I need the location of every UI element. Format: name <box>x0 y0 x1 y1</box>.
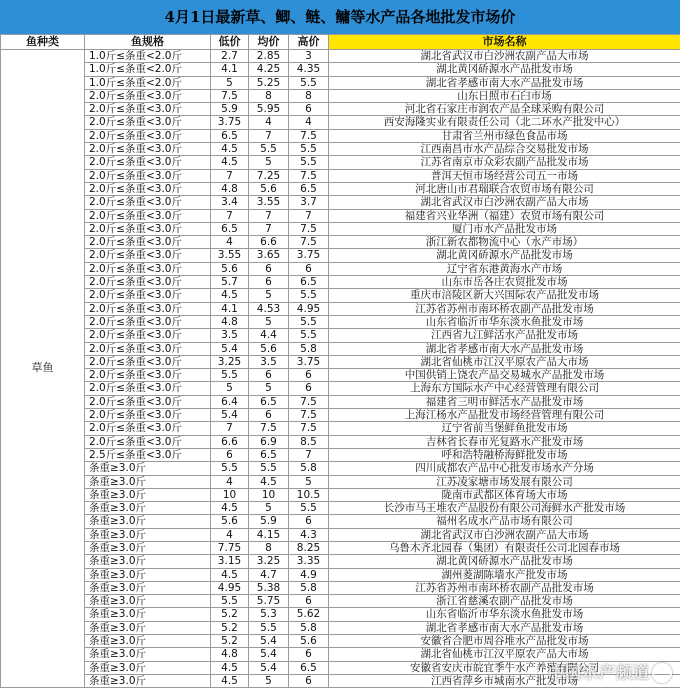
table-row <box>1 555 680 568</box>
grade-cell: 1.0斤≤条重<2.0斤 <box>85 76 211 89</box>
market-name-cell: 江西省九江鲜活水产品批发市场 <box>329 329 680 342</box>
table-row <box>1 395 680 408</box>
avg-price-cell: 5.5 <box>249 462 289 475</box>
market-name-cell: 江苏省南京市众彩农副产品批发市场 <box>329 156 680 169</box>
table-row <box>1 169 680 182</box>
market-name-cell: 湖北省仙桃市江汉平原农产品大市场 <box>329 355 680 368</box>
avg-price-cell: 8 <box>249 541 289 554</box>
market-name-cell: 江西南昌市水产品综合交易批发市场 <box>329 143 680 156</box>
avg-price-cell: 5.4 <box>249 648 289 661</box>
grade-cell: 2.0斤≤条重<3.0斤 <box>85 196 211 209</box>
avg-price-cell: 4.53 <box>249 302 289 315</box>
high-price-cell: 7.5 <box>289 422 329 435</box>
low-price-cell: 4.5 <box>211 568 249 581</box>
market-name-cell: 湖北省武汉市白沙洲农副产品大市场 <box>329 528 680 541</box>
grade-cell: 2.0斤≤条重<3.0斤 <box>85 329 211 342</box>
grade-cell: 条重≥3.0斤 <box>85 621 211 634</box>
low-price-cell: 7.75 <box>211 541 249 554</box>
low-price-cell: 3.4 <box>211 196 249 209</box>
low-price-cell: 4.5 <box>211 502 249 515</box>
grade-cell: 1.0斤≤条重<2.0斤 <box>85 63 211 76</box>
grade-cell: 条重≥3.0斤 <box>85 488 211 501</box>
table-row <box>1 475 680 488</box>
grade-cell: 条重≥3.0斤 <box>85 595 211 608</box>
market-name-cell: 安徽省合肥市周谷堆水产品批发市场 <box>329 635 680 648</box>
grade-cell: 条重≥3.0斤 <box>85 635 211 648</box>
avg-price-cell: 5 <box>249 674 289 687</box>
col-header-market: 市场名称 <box>329 35 680 50</box>
grade-cell: 2.0斤≤条重<3.0斤 <box>85 395 211 408</box>
grade-cell: 2.0斤≤条重<3.0斤 <box>85 422 211 435</box>
low-price-cell: 6.6 <box>211 435 249 448</box>
table-row <box>1 182 680 195</box>
low-price-cell: 3.5 <box>211 329 249 342</box>
table-row <box>1 156 680 169</box>
avg-price-cell: 5.9 <box>249 515 289 528</box>
table-row <box>1 50 680 63</box>
market-name-cell: 江西省萍乡市城南水产批发市场 <box>329 674 680 687</box>
market-name-cell: 长沙市马王堆农产品股份有限公司海鲜水产批发市场 <box>329 502 680 515</box>
grade-cell: 条重≥3.0斤 <box>85 475 211 488</box>
low-price-cell: 4.5 <box>211 674 249 687</box>
avg-price-cell: 4 <box>249 116 289 129</box>
low-price-cell: 3.25 <box>211 355 249 368</box>
avg-price-cell: 3.25 <box>249 555 289 568</box>
table-row <box>1 249 680 262</box>
grade-cell: 条重≥3.0斤 <box>85 648 211 661</box>
high-price-cell: 4.95 <box>289 302 329 315</box>
low-price-cell: 5.2 <box>211 608 249 621</box>
grade-cell: 2.0斤≤条重<3.0斤 <box>85 382 211 395</box>
watermark-logo-icon <box>652 663 672 683</box>
high-price-cell: 7 <box>289 448 329 461</box>
market-name-cell: 厦门市水产品批发市场 <box>329 222 680 235</box>
low-price-cell: 5.6 <box>211 515 249 528</box>
table-row <box>1 209 680 222</box>
low-price-cell: 3.15 <box>211 555 249 568</box>
low-price-cell: 4.1 <box>211 302 249 315</box>
avg-price-cell: 6 <box>249 262 289 275</box>
market-name-cell: 上海东方国际水产中心经营管理有限公司 <box>329 382 680 395</box>
avg-price-cell: 3.5 <box>249 355 289 368</box>
high-price-cell: 8.5 <box>289 435 329 448</box>
grade-cell: 条重≥3.0斤 <box>85 462 211 475</box>
high-price-cell: 5.8 <box>289 621 329 634</box>
avg-price-cell: 5.3 <box>249 608 289 621</box>
species-cell: 草鱼 <box>1 50 85 688</box>
grade-cell: 条重≥3.0斤 <box>85 568 211 581</box>
avg-price-cell: 5 <box>249 315 289 328</box>
grade-cell: 条重≥3.0斤 <box>85 661 211 674</box>
grade-cell: 2.0斤≤条重<3.0斤 <box>85 89 211 102</box>
market-name-cell: 山东省临沂市华东淡水鱼批发市场 <box>329 315 680 328</box>
grade-cell: 2.0斤≤条重<3.0斤 <box>85 182 211 195</box>
table-row <box>1 302 680 315</box>
high-price-cell: 6 <box>289 262 329 275</box>
market-name-cell: 浙江省慈溪农副产品批发市场 <box>329 595 680 608</box>
avg-price-cell: 7.25 <box>249 169 289 182</box>
market-name-cell: 湖北黄冈硚源水产品批发市场 <box>329 249 680 262</box>
table-row <box>1 329 680 342</box>
market-name-cell: 呼和浩特融桥海鲜批发市场 <box>329 448 680 461</box>
table-row <box>1 236 680 249</box>
high-price-cell: 7.5 <box>289 222 329 235</box>
avg-price-cell: 5.5 <box>249 621 289 634</box>
high-price-cell: 7.5 <box>289 395 329 408</box>
avg-price-cell: 5 <box>249 156 289 169</box>
grade-cell: 条重≥3.0斤 <box>85 515 211 528</box>
market-name-cell: 江苏省苏州市南环桥农副产品批发市场 <box>329 581 680 594</box>
grade-cell: 2.0斤≤条重<3.0斤 <box>85 249 211 262</box>
watermark-text: 中国水产频道 <box>547 662 650 682</box>
low-price-cell: 4.95 <box>211 581 249 594</box>
table-row <box>1 276 680 289</box>
low-price-cell: 6 <box>211 448 249 461</box>
table-row <box>1 289 680 302</box>
market-name-cell: 安徽省安庆市皖宜季牛水产养殖有限公司 <box>329 661 680 674</box>
low-price-cell: 6.5 <box>211 222 249 235</box>
table-row <box>1 435 680 448</box>
low-price-cell: 5.5 <box>211 369 249 382</box>
grade-cell: 条重≥3.0斤 <box>85 502 211 515</box>
grade-cell: 2.0斤≤条重<3.0斤 <box>85 289 211 302</box>
avg-price-cell: 2.85 <box>249 50 289 63</box>
grade-cell: 2.5斤≤条重<3.0斤 <box>85 448 211 461</box>
avg-price-cell: 5.25 <box>249 76 289 89</box>
low-price-cell: 10 <box>211 488 249 501</box>
avg-price-cell: 4.25 <box>249 63 289 76</box>
market-name-cell: 辽宁省东港黄海水产市场 <box>329 262 680 275</box>
low-price-cell: 7 <box>211 209 249 222</box>
high-price-cell: 6 <box>289 369 329 382</box>
grade-cell: 2.0斤≤条重<3.0斤 <box>85 262 211 275</box>
avg-price-cell: 7.5 <box>249 422 289 435</box>
market-name-cell: 吉林省长春市光复路水产批发市场 <box>329 435 680 448</box>
grade-cell: 1.0斤≤条重<2.0斤 <box>85 50 211 63</box>
high-price-cell: 5.8 <box>289 581 329 594</box>
high-price-cell: 6 <box>289 595 329 608</box>
table-row <box>1 129 680 142</box>
avg-price-cell: 6.5 <box>249 395 289 408</box>
high-price-cell: 5.8 <box>289 342 329 355</box>
low-price-cell: 6.4 <box>211 395 249 408</box>
price-table <box>0 34 680 688</box>
high-price-cell: 5.6 <box>289 635 329 648</box>
market-name-cell: 上海江杨水产品批发市场经营管理有限公司 <box>329 409 680 422</box>
market-name-cell: 湖北省孝感市南大水产品批发市场 <box>329 342 680 355</box>
table-row <box>1 196 680 209</box>
low-price-cell: 5.9 <box>211 103 249 116</box>
col-header-species: 鱼种类 <box>1 35 85 50</box>
low-price-cell: 5.6 <box>211 262 249 275</box>
table-row <box>1 143 680 156</box>
market-name-cell: 山东日照市石臼市场 <box>329 89 680 102</box>
low-price-cell: 4 <box>211 528 249 541</box>
market-name-cell: 辽宁省前当堡鲜鱼批发市场 <box>329 422 680 435</box>
low-price-cell: 5.2 <box>211 635 249 648</box>
high-price-cell: 6 <box>289 674 329 687</box>
grade-cell: 条重≥3.0斤 <box>85 674 211 687</box>
grade-cell: 2.0斤≤条重<3.0斤 <box>85 116 211 129</box>
grade-cell: 条重≥3.0斤 <box>85 528 211 541</box>
grade-cell: 条重≥3.0斤 <box>85 581 211 594</box>
low-price-cell: 2.7 <box>211 50 249 63</box>
low-price-cell: 4.5 <box>211 156 249 169</box>
grade-cell: 2.0斤≤条重<3.0斤 <box>85 369 211 382</box>
low-price-cell: 4.8 <box>211 648 249 661</box>
avg-price-cell: 5.4 <box>249 661 289 674</box>
watermark <box>548 660 672 684</box>
high-price-cell: 3 <box>289 50 329 63</box>
high-price-cell: 5.5 <box>289 315 329 328</box>
low-price-cell: 5 <box>211 76 249 89</box>
avg-price-cell: 5.5 <box>249 143 289 156</box>
low-price-cell: 3.75 <box>211 116 249 129</box>
avg-price-cell: 6 <box>249 409 289 422</box>
avg-price-cell: 4.5 <box>249 475 289 488</box>
avg-price-cell: 6 <box>249 276 289 289</box>
high-price-cell: 7 <box>289 209 329 222</box>
avg-price-cell: 3.55 <box>249 196 289 209</box>
high-price-cell: 6.5 <box>289 661 329 674</box>
market-name-cell: 中国供销上饶农产品交易城水产品批发市场 <box>329 369 680 382</box>
table-row <box>1 222 680 235</box>
high-price-cell: 6 <box>289 382 329 395</box>
high-price-cell: 8 <box>289 89 329 102</box>
grade-cell: 2.0斤≤条重<3.0斤 <box>85 276 211 289</box>
market-name-cell: 江苏凌家塘市场发展有限公司 <box>329 475 680 488</box>
table-row <box>1 488 680 501</box>
table-row <box>1 89 680 102</box>
table-row <box>1 262 680 275</box>
market-name-cell: 重庆市涪陵区新大兴国际农产品批发市场 <box>329 289 680 302</box>
grade-cell: 2.0斤≤条重<3.0斤 <box>85 129 211 142</box>
table-row <box>1 608 680 621</box>
avg-price-cell: 4.15 <box>249 528 289 541</box>
avg-price-cell: 5 <box>249 289 289 302</box>
high-price-cell: 4.9 <box>289 568 329 581</box>
avg-price-cell: 5 <box>249 502 289 515</box>
avg-price-cell: 5.4 <box>249 635 289 648</box>
avg-price-cell: 5.6 <box>249 342 289 355</box>
avg-price-cell: 5.6 <box>249 182 289 195</box>
table-row <box>1 76 680 89</box>
table-row <box>1 382 680 395</box>
avg-price-cell: 5.75 <box>249 595 289 608</box>
table-header <box>1 35 680 50</box>
market-name-cell: 湖北黄冈硚源水产品批发市场 <box>329 63 680 76</box>
avg-price-cell: 5.38 <box>249 581 289 594</box>
avg-price-cell: 4.7 <box>249 568 289 581</box>
market-name-cell: 湖州菱湖陈墙水产批发市场 <box>329 568 680 581</box>
grade-cell: 2.0斤≤条重<3.0斤 <box>85 103 211 116</box>
market-name-cell: 西安海隆实业有限责任公司（北二环水产批发中心） <box>329 116 680 129</box>
table-row <box>1 342 680 355</box>
grade-cell: 2.0斤≤条重<3.0斤 <box>85 209 211 222</box>
table-row <box>1 515 680 528</box>
low-price-cell: 4.8 <box>211 182 249 195</box>
market-name-cell: 湖北省武汉市白沙洲农副产品大市场 <box>329 196 680 209</box>
high-price-cell: 7.5 <box>289 409 329 422</box>
high-price-cell: 8.25 <box>289 541 329 554</box>
table-row <box>1 63 680 76</box>
table-row <box>1 568 680 581</box>
table-row <box>1 595 680 608</box>
low-price-cell: 5.5 <box>211 595 249 608</box>
table-row <box>1 462 680 475</box>
market-name-cell: 甘肃省兰州市绿色食品市场 <box>329 129 680 142</box>
avg-price-cell: 7 <box>249 209 289 222</box>
col-header-high: 高价 <box>289 35 329 50</box>
low-price-cell: 5.5 <box>211 462 249 475</box>
avg-price-cell: 6 <box>249 369 289 382</box>
high-price-cell: 3.7 <box>289 196 329 209</box>
table-row <box>1 409 680 422</box>
table-row <box>1 635 680 648</box>
market-name-cell: 江苏省苏州市南环桥农副产品批发市场 <box>329 302 680 315</box>
grade-cell: 2.0斤≤条重<3.0斤 <box>85 169 211 182</box>
avg-price-cell: 7 <box>249 129 289 142</box>
table-row <box>1 369 680 382</box>
market-name-cell: 普洱天恒市场经营公司五一市场 <box>329 169 680 182</box>
low-price-cell: 4.1 <box>211 63 249 76</box>
low-price-cell: 4.5 <box>211 289 249 302</box>
grade-cell: 2.0斤≤条重<3.0斤 <box>85 409 211 422</box>
avg-price-cell: 8 <box>249 89 289 102</box>
grade-cell: 2.0斤≤条重<3.0斤 <box>85 302 211 315</box>
grade-cell: 条重≥3.0斤 <box>85 608 211 621</box>
market-name-cell: 河北唐山市君瑞联合农贸市场有限公司 <box>329 182 680 195</box>
high-price-cell: 3.75 <box>289 355 329 368</box>
table-row <box>1 422 680 435</box>
low-price-cell: 7.5 <box>211 89 249 102</box>
market-name-cell: 河北省石家庄市润农产品全球采购有限公司 <box>329 103 680 116</box>
low-price-cell: 6.5 <box>211 129 249 142</box>
page-title: 4月1日最新草、鲫、鲢、鳙等水产品各地批发市场价 <box>0 0 680 34</box>
table-row <box>1 621 680 634</box>
high-price-cell: 3.75 <box>289 249 329 262</box>
avg-price-cell: 5.95 <box>249 103 289 116</box>
low-price-cell: 5.2 <box>211 621 249 634</box>
low-price-cell: 4 <box>211 236 249 249</box>
market-name-cell: 湖北省武汉市白沙洲农副产品大市场 <box>329 50 680 63</box>
high-price-cell: 4.35 <box>289 63 329 76</box>
grade-cell: 2.0斤≤条重<3.0斤 <box>85 236 211 249</box>
grade-cell: 2.0斤≤条重<3.0斤 <box>85 342 211 355</box>
grade-cell: 2.0斤≤条重<3.0斤 <box>85 156 211 169</box>
high-price-cell: 3.35 <box>289 555 329 568</box>
table-row <box>1 355 680 368</box>
high-price-cell: 5.5 <box>289 329 329 342</box>
table-body <box>1 50 680 688</box>
low-price-cell: 5.7 <box>211 276 249 289</box>
table-row <box>1 315 680 328</box>
avg-price-cell: 7 <box>249 222 289 235</box>
high-price-cell: 6 <box>289 103 329 116</box>
high-price-cell: 7.5 <box>289 129 329 142</box>
table-row <box>1 502 680 515</box>
high-price-cell: 5.62 <box>289 608 329 621</box>
market-name-cell: 山东省临沂市华东淡水鱼批发市场 <box>329 608 680 621</box>
table-row <box>1 528 680 541</box>
col-header-low: 低价 <box>211 35 249 50</box>
low-price-cell: 7 <box>211 422 249 435</box>
market-name-cell: 山东市岳各庄农贸批发市场 <box>329 276 680 289</box>
low-price-cell: 3.55 <box>211 249 249 262</box>
low-price-cell: 5.4 <box>211 409 249 422</box>
table-row <box>1 103 680 116</box>
high-price-cell: 4.3 <box>289 528 329 541</box>
grade-cell: 2.0斤≤条重<3.0斤 <box>85 355 211 368</box>
market-name-cell: 福建省兴业华洲（福建）农贸市场有限公司 <box>329 209 680 222</box>
high-price-cell: 5.5 <box>289 143 329 156</box>
col-header-avg: 均价 <box>249 35 289 50</box>
high-price-cell: 6.5 <box>289 276 329 289</box>
low-price-cell: 5.4 <box>211 342 249 355</box>
grade-cell: 2.0斤≤条重<3.0斤 <box>85 315 211 328</box>
low-price-cell: 4.5 <box>211 143 249 156</box>
high-price-cell: 6 <box>289 648 329 661</box>
high-price-cell: 5.5 <box>289 502 329 515</box>
market-name-cell: 四川成都农产品中心批发市场水产分场 <box>329 462 680 475</box>
table-row <box>1 116 680 129</box>
grade-cell: 2.0斤≤条重<3.0斤 <box>85 435 211 448</box>
high-price-cell: 4 <box>289 116 329 129</box>
high-price-cell: 5 <box>289 475 329 488</box>
market-name-cell: 福建省三明市鲜活水产品批发市场 <box>329 395 680 408</box>
avg-price-cell: 6.9 <box>249 435 289 448</box>
high-price-cell: 5.5 <box>289 156 329 169</box>
market-name-cell: 湖北省仙桃市江汉平原农产品大市场 <box>329 648 680 661</box>
grade-cell: 条重≥3.0斤 <box>85 555 211 568</box>
table-row <box>1 581 680 594</box>
avg-price-cell: 3.65 <box>249 249 289 262</box>
low-price-cell: 5 <box>211 382 249 395</box>
market-name-cell: 浙江新农都物流中心（水产市场） <box>329 236 680 249</box>
high-price-cell: 7.5 <box>289 236 329 249</box>
avg-price-cell: 6.6 <box>249 236 289 249</box>
table-row <box>1 541 680 554</box>
low-price-cell: 4.5 <box>211 661 249 674</box>
market-name-cell: 湖北省孝感市南大水产品批发市场 <box>329 76 680 89</box>
low-price-cell: 4.8 <box>211 315 249 328</box>
avg-price-cell: 10 <box>249 488 289 501</box>
market-name-cell: 湖北省孝感市南大水产品批发市场 <box>329 621 680 634</box>
market-name-cell: 湖北黄冈硚源水产品批发市场 <box>329 555 680 568</box>
grade-cell: 2.0斤≤条重<3.0斤 <box>85 222 211 235</box>
grade-cell: 2.0斤≤条重<3.0斤 <box>85 143 211 156</box>
market-name-cell: 乌鲁木齐北园春（集团）有限责任公司北园春市场 <box>329 541 680 554</box>
high-price-cell: 6 <box>289 515 329 528</box>
market-name-cell: 福州名成水产品市场有限公司 <box>329 515 680 528</box>
high-price-cell: 10.5 <box>289 488 329 501</box>
low-price-cell: 4 <box>211 475 249 488</box>
grade-cell: 条重≥3.0斤 <box>85 541 211 554</box>
high-price-cell: 7.5 <box>289 169 329 182</box>
high-price-cell: 6.5 <box>289 182 329 195</box>
high-price-cell: 5.5 <box>289 289 329 302</box>
avg-price-cell: 5 <box>249 382 289 395</box>
avg-price-cell: 4.4 <box>249 329 289 342</box>
low-price-cell: 7 <box>211 169 249 182</box>
table-row <box>1 448 680 461</box>
high-price-cell: 5.8 <box>289 462 329 475</box>
high-price-cell: 5.5 <box>289 76 329 89</box>
market-name-cell: 陇南市武都区体育场大市场 <box>329 488 680 501</box>
col-header-grade: 鱼规格 <box>85 35 211 50</box>
avg-price-cell: 6.5 <box>249 448 289 461</box>
